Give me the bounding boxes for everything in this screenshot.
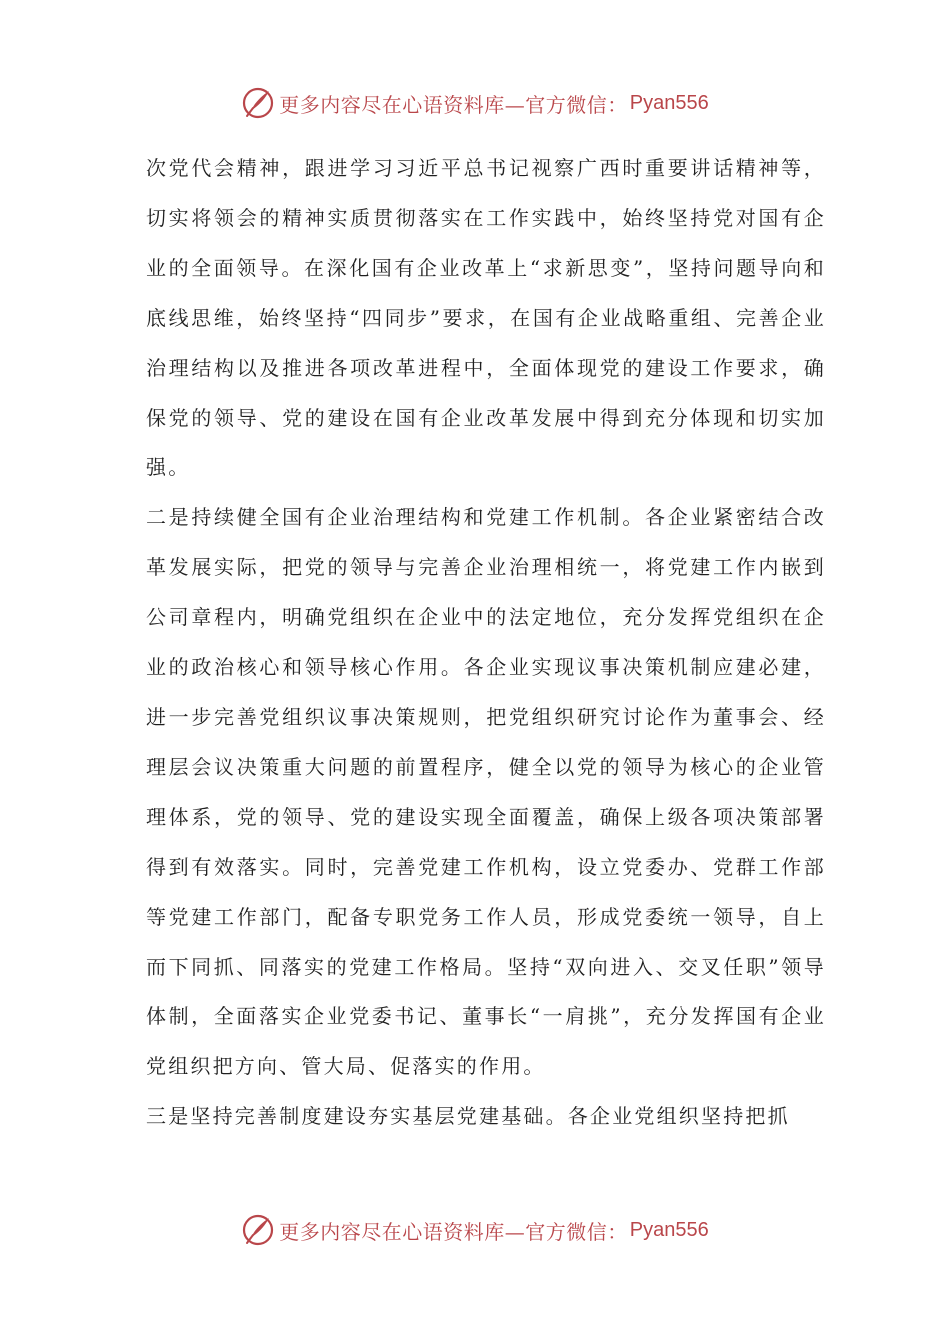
- quill-logo-icon: [241, 1213, 275, 1247]
- paragraph-1: 次党代会精神，跟进学习习近平总书记视察广西时重要讲话精神等，切实将领会的精神实质贯彻落实在工作实践中，始终坚持党对国有企业的全面领导。在深化国有企业改革上“求新思变”，坚持问题导向和底线思维，始终坚持“四同步”要求，在国有企业战略重组、完善企业治理结构以及推进各项改革进程中，全面体现党的建设工作要求，确保党的领导、党的建设在国有企业改革发展中得到充分体现和切实加强。: [146, 156, 826, 480]
- paragraph-2: 二是持续健全国有企业治理结构和党建工作机制。各企业紧密结合改革发展实际，把党的领导与完善企业治理相统一，将党建工作内嵌到公司章程内，明确党组织在企业中的法定地位，充分发挥党组织在企业的政治核心和领导核心作用。各企业实现议事决策机制应建必建，进一步完善党组织议事决策规则，把党组织研究讨论作为董事会、经理层会议决策重大问题的前置程序，健全以党的领导为核心的企业管理体系，党的领导、党的建设实现全面覆盖，确保上级各项决策部署得到有效落实。同时，完善党建工作机构，设立党委办、党群工作部等党建工作部门，配备专职党务工作人员，形成党委统一领导，自上而下同抓、同落实的党建工作格局。坚持“双向进入、交叉任职”领导体制，全面落实企业党委书记、董事长“一肩挑”，充分发挥国有企业党组织把方向、管大局、促落实的作用。: [146, 505, 826, 1079]
- document-body: [146, 144, 826, 1142]
- paragraph-3: 三是坚持完善制度建设夯实基层党建基础。各企业党组织坚持把抓: [146, 1104, 790, 1129]
- header-watermark: [0, 83, 950, 123]
- quill-logo-icon: [241, 86, 275, 120]
- watermark-text: 更多内容尽在心语资料库—官方微信：: [279, 1219, 628, 1244]
- wechat-id: Pyan556: [629, 1218, 709, 1241]
- footer-watermark: [0, 1210, 950, 1250]
- wechat-id: Pyan556: [629, 91, 709, 114]
- watermark-text: 更多内容尽在心语资料库—官方微信：: [279, 92, 628, 117]
